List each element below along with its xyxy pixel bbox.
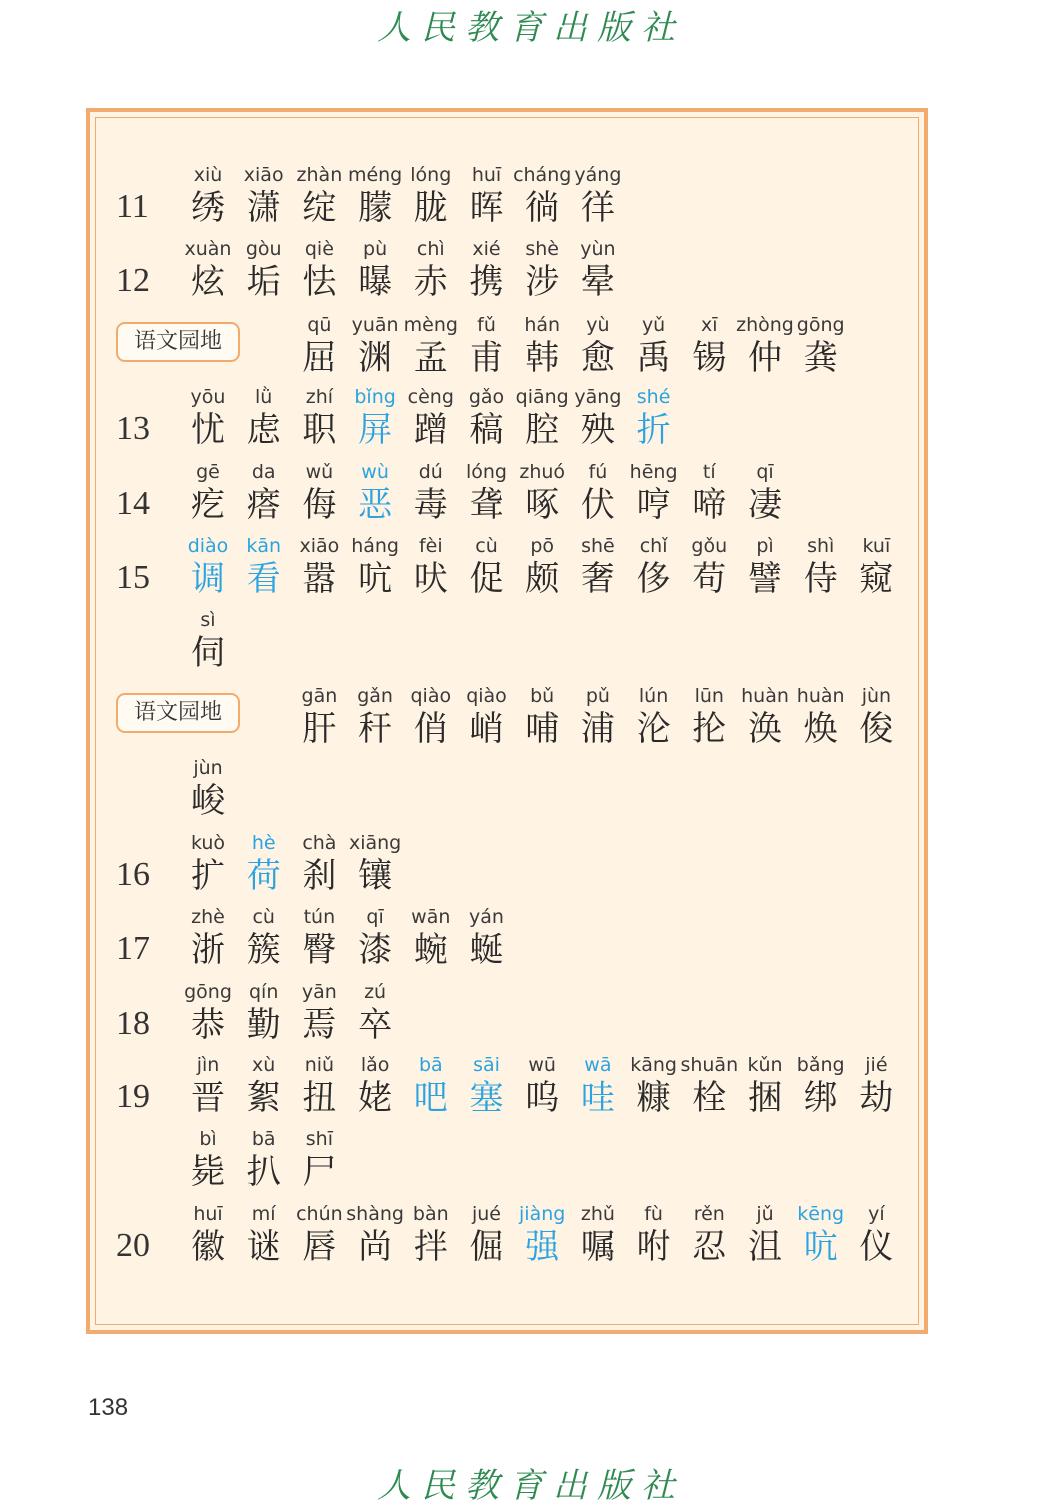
hanzi: 捆: [748, 1078, 782, 1118]
pinyin: shì: [807, 535, 835, 557]
hanzi: 赤: [413, 262, 448, 302]
hanzi: 晖: [469, 188, 504, 228]
pinyin: shé: [636, 386, 671, 408]
lesson-number: 17: [116, 930, 150, 967]
hanzi: 毒: [413, 485, 448, 525]
hanzi: 唇: [302, 1227, 337, 1267]
pinyin: lún: [638, 685, 669, 707]
hanzi: 胧: [413, 188, 448, 228]
pinyin: háng: [351, 535, 399, 557]
pinyin: wān: [411, 906, 451, 928]
hanzi: 扩: [191, 856, 225, 896]
pinyin: kǔn: [747, 1054, 783, 1076]
pinyin: wǔ: [305, 461, 334, 483]
hanzi: 簇: [246, 930, 281, 970]
pinyin: gē: [196, 461, 220, 483]
pinyin: huī: [471, 164, 502, 186]
section-badge: 语文园地: [116, 322, 240, 362]
hanzi: 晕: [580, 262, 615, 302]
pinyin: wū: [528, 1054, 556, 1076]
hanzi: 凄: [748, 485, 782, 525]
hanzi: 咐: [636, 1227, 671, 1267]
hanzi: 职: [302, 410, 337, 450]
hanzi: 谜: [246, 1227, 281, 1267]
hanzi: 哼: [636, 485, 671, 525]
hanzi: 折: [636, 410, 671, 450]
hanzi: 刹: [302, 856, 337, 896]
pinyin: sāi: [473, 1054, 500, 1076]
pinyin: bǐng: [354, 386, 396, 408]
lesson-number: 18: [116, 1005, 150, 1042]
hanzi: 啄: [525, 485, 560, 525]
pinyin: yù: [586, 314, 610, 336]
pinyin: fǔ: [477, 314, 496, 336]
pinyin: lǎo: [360, 1054, 390, 1076]
hanzi: 伏: [580, 485, 615, 525]
pinyin: xiāo: [299, 535, 340, 557]
pinyin: lóng: [410, 164, 452, 186]
lesson-number: 13: [116, 410, 150, 447]
hanzi: 稿: [469, 410, 504, 450]
pinyin: bǔ: [530, 685, 555, 707]
hanzi: 譬: [748, 559, 782, 599]
pinyin: huàn: [741, 685, 789, 707]
pinyin: lūn: [694, 685, 724, 707]
hanzi: 奢: [580, 559, 615, 599]
hanzi: 愈: [580, 338, 615, 378]
hanzi: 嚣: [302, 559, 337, 599]
pinyin: gān: [301, 685, 338, 707]
pinyin: yāng: [574, 386, 622, 408]
hanzi: 潇: [246, 188, 281, 228]
pinyin: yān: [301, 981, 337, 1003]
hanzi: 绣: [191, 188, 225, 228]
hanzi: 尚: [358, 1227, 393, 1267]
pinyin: bā: [418, 1054, 443, 1076]
hanzi: 俏: [413, 709, 448, 749]
hanzi: 徉: [580, 188, 615, 228]
pinyin: huī: [193, 1203, 223, 1225]
hanzi: 徽: [191, 1227, 225, 1267]
hanzi: 伺: [191, 633, 225, 673]
page-number: 138: [88, 1394, 129, 1421]
hanzi: 腔: [525, 410, 560, 450]
pinyin: yán: [469, 906, 504, 928]
pinyin: shàng: [346, 1203, 404, 1225]
hanzi: 屈: [302, 338, 337, 378]
pinyin: zú: [364, 981, 387, 1003]
pinyin: gòu: [245, 238, 282, 260]
hanzi: 瘩: [246, 485, 281, 525]
pinyin: yuān: [351, 314, 399, 336]
hanzi: 仲: [748, 338, 782, 378]
pinyin: gōng: [796, 314, 845, 336]
pinyin: shè: [525, 238, 559, 260]
pinyin: xié: [472, 238, 501, 260]
hanzi: 渊: [358, 338, 393, 378]
hanzi: 恶: [358, 485, 393, 525]
pinyin: qī: [756, 461, 774, 483]
pinyin: tún: [303, 906, 336, 928]
hanzi: 侈: [636, 559, 671, 599]
pinyin: mí: [251, 1203, 276, 1225]
pinyin: hán: [524, 314, 561, 336]
hanzi: 俊: [859, 709, 894, 749]
hanzi: 秆: [358, 709, 393, 749]
lesson-number: 16: [116, 856, 150, 893]
pinyin: qiào: [410, 685, 452, 707]
hanzi: 峭: [469, 709, 504, 749]
pinyin: pǔ: [585, 685, 610, 707]
pinyin: xī: [701, 314, 718, 336]
hanzi: 看: [246, 559, 281, 599]
hanzi: 焕: [803, 709, 838, 749]
pinyin: wù: [361, 461, 389, 483]
pinyin: zhǔ: [580, 1203, 615, 1225]
hanzi: 峻: [191, 781, 225, 821]
pinyin: kāng: [630, 1054, 677, 1076]
pinyin: kēng: [797, 1203, 845, 1225]
pinyin: jué: [471, 1203, 501, 1225]
lesson-number: 14: [116, 485, 150, 522]
hanzi: 漆: [358, 930, 393, 970]
hanzi: 勤: [246, 1005, 281, 1045]
pinyin: zhí: [305, 386, 334, 408]
pinyin: mèng: [403, 314, 458, 336]
pinyin: da: [251, 461, 276, 483]
pinyin: jiàng: [519, 1203, 566, 1225]
pinyin: wā: [584, 1054, 612, 1076]
hanzi: 韩: [525, 338, 560, 378]
hanzi: 怯: [302, 262, 337, 302]
hanzi: 栓: [692, 1078, 727, 1118]
pinyin: xiù: [193, 164, 223, 186]
hanzi: 颇: [525, 559, 560, 599]
pinyin: gǎn: [357, 685, 393, 707]
pinyin: diào: [187, 535, 229, 557]
hanzi: 浦: [580, 709, 615, 749]
hanzi: 仪: [859, 1227, 894, 1267]
pinyin: yǔ: [641, 314, 666, 336]
pinyin: jùn: [861, 685, 892, 707]
hanzi: 涣: [748, 709, 782, 749]
pinyin: qiào: [466, 685, 507, 707]
hanzi: 绽: [302, 188, 337, 228]
pinyin: yùn: [580, 238, 616, 260]
lesson-number: 12: [116, 262, 150, 299]
hanzi: 促: [469, 559, 504, 599]
publisher-footer: 人民教育出版社: [377, 1466, 685, 1506]
hanzi: 垢: [246, 262, 281, 302]
hanzi: 涉: [525, 262, 560, 302]
publisher-header: 人民教育出版社: [377, 8, 685, 48]
hanzi: 拌: [413, 1227, 448, 1267]
pinyin: zhuó: [519, 461, 566, 483]
pinyin: hè: [251, 832, 276, 854]
hanzi: 糠: [636, 1078, 671, 1118]
pinyin: shī: [305, 1128, 333, 1150]
hanzi: 卒: [358, 1005, 393, 1045]
pinyin: qín: [248, 981, 279, 1003]
pinyin: shuān: [680, 1054, 739, 1076]
pinyin: méng: [347, 164, 403, 186]
hanzi: 哇: [580, 1078, 615, 1118]
pinyin: gǒu: [691, 535, 728, 557]
pinyin: huàn: [796, 685, 845, 707]
pinyin: xiāo: [243, 164, 284, 186]
hanzi: 沦: [636, 709, 671, 749]
lesson-number: 15: [116, 559, 150, 596]
hanzi: 蹭: [413, 410, 448, 450]
hanzi: 沮: [748, 1227, 782, 1267]
pinyin: tí: [702, 461, 716, 483]
hanzi: 甫: [469, 338, 504, 378]
lesson-number: 19: [116, 1078, 150, 1115]
hanzi: 忧: [191, 410, 225, 450]
pinyin: kuī: [862, 535, 891, 557]
hanzi: 徜: [525, 188, 560, 228]
hanzi: 虑: [246, 410, 281, 450]
pinyin: chǐ: [639, 535, 668, 557]
pinyin: rěn: [693, 1203, 725, 1225]
pinyin: zhè: [191, 906, 225, 928]
hanzi: 绑: [803, 1078, 838, 1118]
hanzi: 嘱: [580, 1227, 615, 1267]
pinyin: gǎo: [468, 386, 505, 408]
pinyin: niǔ: [304, 1054, 335, 1076]
hanzi: 吧: [413, 1078, 448, 1118]
hanzi: 肝: [302, 709, 337, 749]
pinyin: fù: [644, 1203, 663, 1225]
hanzi: 塞: [469, 1078, 504, 1118]
hanzi: 聋: [469, 485, 504, 525]
hanzi: 呜: [525, 1078, 560, 1118]
pinyin: jìn: [196, 1054, 220, 1076]
hanzi: 孟: [413, 338, 448, 378]
hanzi: 吭: [803, 1227, 838, 1267]
pinyin: sì: [200, 609, 216, 631]
pinyin: yí: [868, 1203, 885, 1225]
pinyin: fú: [588, 461, 608, 483]
hanzi: 劫: [859, 1078, 894, 1118]
hanzi: 携: [469, 262, 504, 302]
pinyin: bǎng: [796, 1054, 845, 1076]
pinyin: kān: [246, 535, 282, 557]
pinyin: cèng: [407, 386, 454, 408]
pinyin: jǔ: [756, 1203, 774, 1225]
hanzi: 吠: [413, 559, 448, 599]
pinyin: qū: [307, 314, 332, 336]
pinyin: xuàn: [184, 238, 232, 260]
pinyin: hēng: [629, 461, 678, 483]
pinyin: cháng: [513, 164, 572, 186]
pinyin: bàn: [412, 1203, 449, 1225]
hanzi: 倔: [469, 1227, 504, 1267]
pinyin: qiè: [304, 238, 334, 260]
section-badge: 语文园地: [116, 693, 240, 733]
hanzi: 啼: [692, 485, 727, 525]
hanzi: 疙: [191, 485, 225, 525]
pinyin: cù: [475, 535, 498, 557]
hanzi: 镶: [358, 856, 393, 896]
hanzi: 禹: [636, 338, 671, 378]
pinyin: bì: [199, 1128, 217, 1150]
pinyin: chún: [296, 1203, 343, 1225]
pinyin: shē: [581, 535, 615, 557]
pinyin: kuò: [190, 832, 226, 854]
pinyin: bā: [251, 1128, 276, 1150]
pinyin: lóng: [465, 461, 507, 483]
pinyin: gōng: [184, 981, 232, 1003]
hanzi: 强: [525, 1227, 560, 1267]
pinyin: pù: [363, 238, 388, 260]
hanzi: 蜒: [469, 930, 504, 970]
pinyin: xiāng: [348, 832, 402, 854]
hanzi: 姥: [358, 1078, 393, 1118]
hanzi: 炫: [191, 262, 225, 302]
hanzi: 苟: [692, 559, 727, 599]
hanzi: 絮: [246, 1078, 281, 1118]
lesson-number: 11: [116, 188, 149, 225]
hanzi: 锡: [692, 338, 727, 378]
hanzi: 抡: [692, 709, 727, 749]
hanzi: 侍: [803, 559, 838, 599]
pinyin: yáng: [574, 164, 622, 186]
pinyin: jùn: [193, 757, 223, 779]
pinyin: chì: [416, 238, 445, 260]
hanzi: 臀: [302, 930, 337, 970]
hanzi: 浙: [191, 930, 225, 970]
pinyin: qiāng: [515, 386, 569, 408]
pinyin: cù: [252, 906, 275, 928]
pinyin: zhòng: [736, 314, 794, 336]
pinyin: zhàn: [296, 164, 343, 186]
pinyin: dú: [418, 461, 443, 483]
pinyin: pì: [756, 535, 774, 557]
hanzi: 曝: [358, 262, 393, 302]
hanzi: 焉: [302, 1005, 337, 1045]
pinyin: qī: [366, 906, 384, 928]
pinyin: xù: [252, 1054, 276, 1076]
hanzi: 调: [191, 559, 225, 599]
hanzi: 吭: [358, 559, 393, 599]
pinyin: yōu: [190, 386, 226, 408]
hanzi: 朦: [358, 188, 393, 228]
hanzi: 殃: [580, 410, 615, 450]
hanzi: 侮: [302, 485, 337, 525]
hanzi: 荷: [246, 856, 281, 896]
hanzi: 蜿: [413, 930, 448, 970]
pinyin: jié: [865, 1054, 888, 1076]
pinyin: lǜ: [255, 386, 273, 408]
hanzi: 哺: [525, 709, 560, 749]
hanzi: 窥: [859, 559, 894, 599]
hanzi: 屏: [358, 410, 393, 450]
hanzi: 尸: [302, 1152, 337, 1192]
hanzi: 扒: [246, 1152, 281, 1192]
pinyin: pō: [530, 535, 555, 557]
lesson-number: 20: [116, 1227, 150, 1264]
hanzi: 恭: [191, 1005, 225, 1045]
hanzi: 龚: [803, 338, 838, 378]
pinyin: fèi: [418, 535, 443, 557]
hanzi: 毙: [191, 1152, 225, 1192]
hanzi: 扭: [302, 1078, 337, 1118]
hanzi: 晋: [191, 1078, 225, 1118]
pinyin: chà: [302, 832, 337, 854]
hanzi: 忍: [692, 1227, 727, 1267]
